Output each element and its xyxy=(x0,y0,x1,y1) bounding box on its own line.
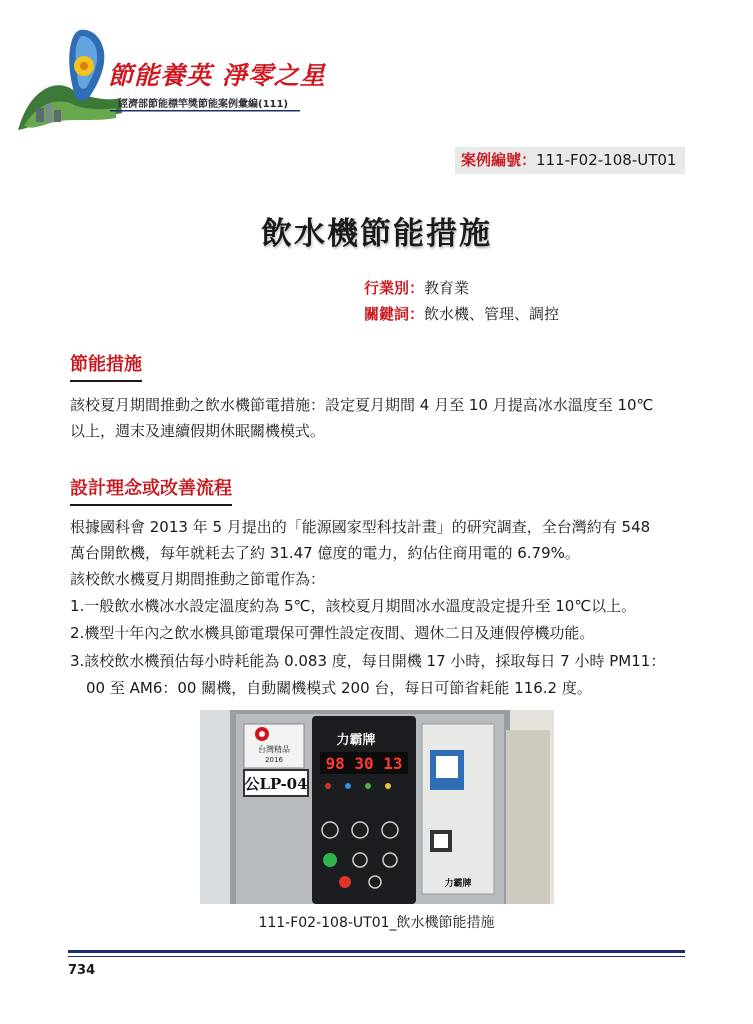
sticker-line2: 2016 xyxy=(265,756,283,764)
list-item: 3.該校飲水機預估每小時耗能為 0.083 度，每日開機 17 小時，採取每日 7 小時 PM11： xyxy=(70,652,666,670)
case-number-value: 111-F02-108-UT01 xyxy=(536,151,677,169)
section-heading-design: 設計理念或改善流程 xyxy=(70,474,232,506)
footer-divider xyxy=(68,950,685,953)
footer-divider-thin xyxy=(68,956,685,957)
water-dispenser-illustration xyxy=(200,710,554,904)
paragraph-line: 根據國科會 2013 年 5 月提出的「能源國家型科技計畫」的研究調查，全台灣約有 548 xyxy=(70,518,651,536)
photo-caption: 111-F02-108-UT01_飲水機節能措施 xyxy=(258,915,495,931)
dispenser-tag: 公LP-04 xyxy=(244,775,308,793)
keywords-line xyxy=(364,303,559,324)
case-number-label: 案例編號： xyxy=(461,151,537,169)
paragraph-line: 該校飲水機夏月期間推動之節電作為： xyxy=(70,570,326,588)
industry-value: 教育業 xyxy=(424,279,470,297)
water-dispenser-photo xyxy=(200,710,554,904)
side-brand: 力霸牌 xyxy=(444,879,472,889)
paragraph-line: 以上，週末及連續假期休眠關機模式。 xyxy=(70,422,326,440)
list-item-continuation: 00 至 AM6：00 關機，自動關機模式 200 台，每日可節省耗能 116.2 度。 xyxy=(86,679,592,697)
industry-label: 行業別： xyxy=(364,279,425,297)
page-title: 飲水機節能措施 xyxy=(261,216,492,252)
panel-brand: 力霸牌 xyxy=(336,733,376,748)
keywords-label: 關鍵詞： xyxy=(364,305,425,323)
section-heading-measures: 節能措施 xyxy=(70,350,142,382)
logo-subtitle: 經濟部節能標竿獎節能案例彙編(111) xyxy=(118,99,289,110)
paragraph-line: 該校夏月期間推動之飲水機節電措施：設定夏月期間 4 月至 10 月提高冰水溫度至 10℃ xyxy=(70,396,654,414)
industry-line xyxy=(364,277,469,298)
keywords-value: 飲水機、管理、調控 xyxy=(424,305,560,323)
logo-title: 節能養英 淨零之星 xyxy=(108,61,326,90)
paragraph-line: 萬台開飲機，每年就耗去了約 31.47 億度的電力，約佔住商用電的 6.79%。 xyxy=(70,544,580,562)
led-display: 98 30 13 xyxy=(325,754,403,773)
case-number-box xyxy=(455,147,685,174)
page-number: 734 xyxy=(68,963,96,978)
list-item: 1.一般飲水機冰水設定溫度約為 5℃，該校夏月期間冰水溫度設定提升至 10℃以上。 xyxy=(70,597,637,615)
list-item: 2.機型十年內之飲水機具節電環保可彈性設定夜間、週休二日及連假停機功能。 xyxy=(70,624,595,642)
sticker-line1: 台灣精品 xyxy=(258,745,290,754)
taiwan-excellence-logo-icon xyxy=(255,727,269,741)
